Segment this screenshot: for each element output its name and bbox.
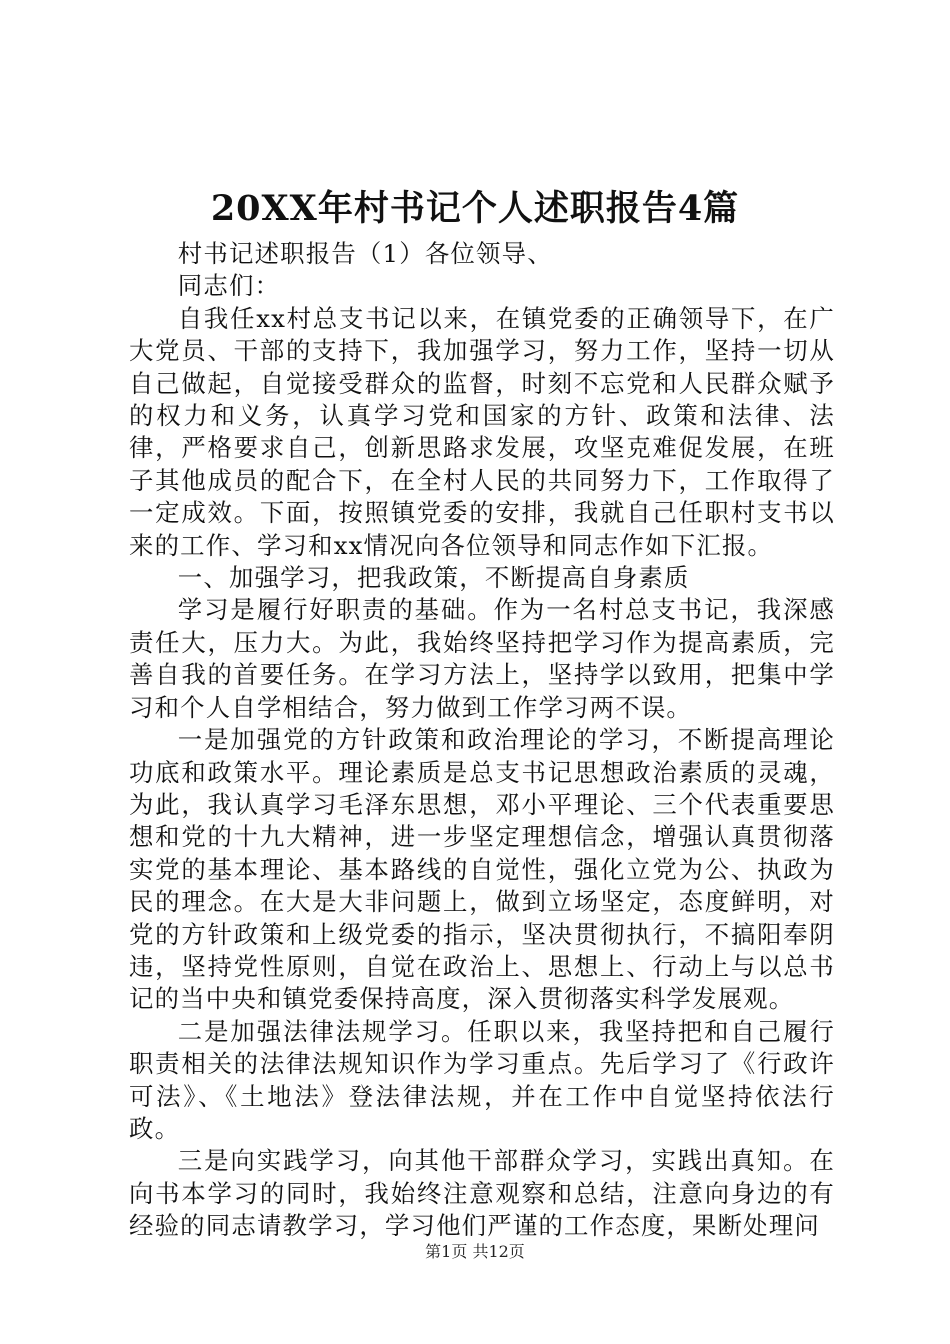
paragraph: 一、加强学习，把我政策，不断提高自身素质: [177, 563, 690, 593]
document-body: [129, 238, 835, 1243]
paragraph: 三是向实践学习，向其他干部群众学习，实践出真知。在向书本学习的同时，我始终注意观察和总结，注意向身边的有经验的同志请教学习，学习他们严谨的工作态度，果断处理问: [129, 1146, 835, 1241]
page-footer: 第1页 共12页: [425, 1242, 525, 1261]
paragraph: 自我任xx村总支书记以来，在镇党委的正确领导下，在广大党员、干部的支持下，我加强学习，努力工作，坚持一切从自己做起，自觉接受群众的监督，时刻不忘党和人民群众赋予的权力和义务，认真学习党和国家的方针、政策和法律、法律，严格要求自己，创新思路求发展，攻坚克难促发展，在班子其他成员的配合下，在全村人民的共同努力下，工作取得了一定成效。下面，按照镇党委的安排，我就自己任职村支书以来的工作、学习和xx情况向各位领导和同志作如下汇报。: [129, 303, 835, 560]
paragraph: 同志们：: [177, 271, 281, 301]
paragraph: 二是加强法律法规学习。任职以来，我坚持把和自己履行职责相关的法律法规知识作为学习重点。先后学习了《行政许可法》、《土地法》登法律法规，并在工作中自觉坚持依法行政。: [129, 1016, 835, 1143]
paragraph: 学习是履行好职责的基础。作为一名村总支书记，我深感责任大，压力大。为此，我始终坚持把学习作为提高素质，完善自我的首要任务。在学习方法上，坚持学以致用，把集中学习和个人自学相结合，努力做到工作学习两不误。: [129, 595, 835, 722]
paragraph: 一是加强党的方针政策和政治理论的学习，不断提高理论功底和政策水平。理论素质是总支书记思想政治素质的灵魂，为此，我认真学习毛泽东思想，邓小平理论、三个代表重要思想和党的十九大精神，进一步坚定理想信念，增强认真贯彻落实党的基本理论、基本路线的自觉性，强化立党为公、执政为民的理念。在大是大非问题上，做到立场坚定，态度鲜明，对党的方针政策和上级党委的指示，坚决贯彻执行，不搞阳奉阴违，坚持党性原则，自觉在政治上、思想上、行动上与以总书记的当中央和镇党委保持高度，深入贯彻落实科学发展观。: [129, 725, 835, 1014]
paragraph: 村书记述职报告（1）各位领导、: [177, 239, 553, 268]
document-title: 20XX年村书记个人述职报告4篇: [210, 188, 740, 229]
